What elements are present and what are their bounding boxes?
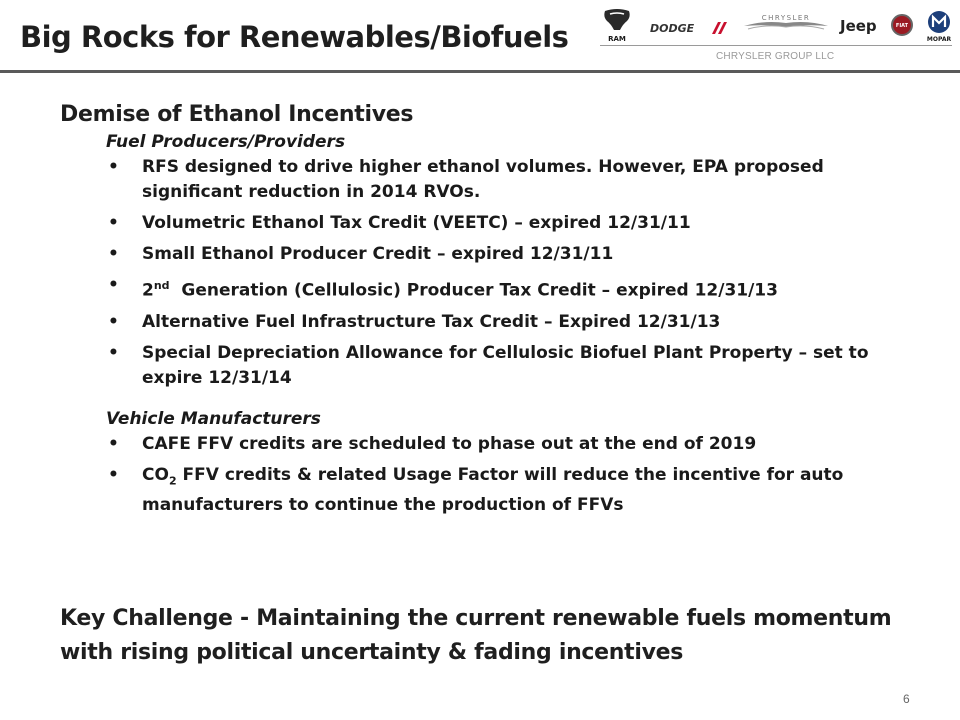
chrysler-wordmark: CHRYSLER [761,14,811,22]
list-item-text: 2 [142,280,154,301]
list-item-text: RFS designed to drive higher ethanol volumes. However, EPA proposed significant reduction in 2014 RVOs. [142,157,824,202]
list-item [108,211,940,236]
dodge-wordmark: DODGE [650,22,695,35]
spacer [60,397,940,407]
list-item [108,310,940,335]
bullet: • [108,275,119,295]
title-rule [0,70,960,73]
list-item-text: Alternative Fuel Infrastructure Tax Credit – Expired 12/31/13 [142,311,721,332]
header-divider [600,45,952,46]
list-item [108,273,940,304]
jeep-wordmark: Jeep [840,17,877,35]
bullet: • [108,342,119,363]
bullet: • [108,244,119,264]
list-item [108,341,940,391]
brand-logos [600,8,952,44]
superscript: nd [153,279,170,292]
jeep-logo [838,13,878,43]
list-item [108,432,940,457]
ram-wordmark: RAM [608,35,626,43]
mopar-logo [926,9,952,47]
ram-logo [600,8,634,48]
group-heading-fuel-producers: Fuel Producers/Providers [106,132,346,152]
fuel-producers-list [60,155,940,391]
vehicle-manufacturers-list [60,432,940,518]
list-item-text: CAFE FFV credits are scheduled to phase out at the end of 2019 [142,433,757,454]
company-name: CHRYSLER GROUP LLC [716,51,835,62]
bullet: • [108,213,119,233]
bullet: • [108,464,119,485]
key-challenge: Key Challenge - Maintaining the current renewable fuels momentum with rising political uncertainty & fading incentives [60,606,892,665]
fiat-wordmark: FIAT [895,23,909,29]
list-item-text: Special Depreciation Allowance for Cellulosic Biofuel Plant Property – set to expire 12/31/14 [142,342,869,388]
bullet: • [108,157,119,177]
slide-title: Big Rocks for Renewables/Biofuels [20,20,569,54]
list-item-text: FFV credits & related Usage Factor will reduce the incentive for auto manufacturers to continue the production of FFVs [142,464,844,516]
page-number: 6 [903,692,910,706]
chrysler-logo [742,12,830,44]
list-item-text: CO [142,464,169,485]
dodge-logo [650,20,735,40]
bullet: • [108,433,119,454]
bullet: • [108,311,119,332]
subscript: 2 [168,474,177,488]
list-item-text: Small Ethanol Producer Credit – expired 12/31/11 [142,244,614,264]
list-item [108,463,940,518]
list-item [108,155,940,205]
mopar-wordmark: MOPAR [926,36,952,43]
fiat-logo [890,10,914,46]
slide-content [60,100,940,524]
list-item-text: Generation (Cellulosic) Producer Tax Credit – expired 12/31/13 [169,280,778,301]
group-heading-vehicle-manufacturers: Vehicle Manufacturers [106,408,321,429]
list-item [108,242,940,267]
section-title: Demise of Ethanol Incentives [60,102,414,127]
list-item-text: Volumetric Ethanol Tax Credit (VEETC) – expired 12/31/11 [142,213,691,233]
